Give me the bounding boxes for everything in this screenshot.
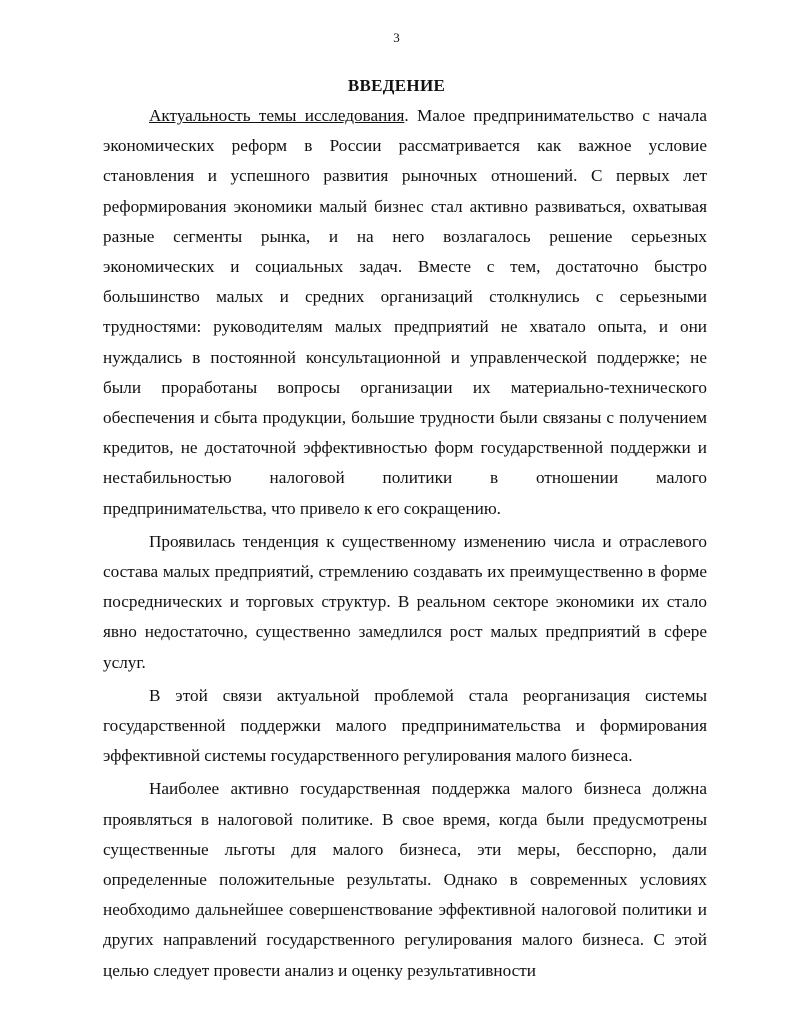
body-text [103,101,707,986]
section-title: ВВЕДЕНИЕ [347,76,446,95]
relevance-text: . Малое предпринимательство с начала экономических реформ в России рассматривается как важное условие становления и успешного развития рыночных отношений. С первых лет реформирования экономики малый бизнес стал активно развиваться, охватывая разные сегменты рынка, и на него возлагалось решение серьезных экономических и социальных задач. Вместе с тем, достаточно быстро большинство малых и средних организаций столкнулись с серьезными трудностями: руководителям малых предприятий не хватало опыта, и они нуждались в постоянной консультационной и управленческой поддержке; не были проработаны вопросы организации их материально-технического обеспечения и сбыта продукции, большие трудности были связаны с получением кредитов, не достаточной эффективностью форм государственной поддержки и нестабильностью налоговой политики в отношении малого предпринимательства, что привело к его сокращению. [103,106,707,518]
paragraph-reorganization: В этой связи актуальной проблемой стала реорганизация системы государственной поддержки малого предпринимательства и формирования эффективной системы государственного регулирования малого бизнеса. [103,685,707,766]
paragraph-trend: Проявилась тенденция к существенному изменению числа и отраслевого состава малых предприятий, стремлению создавать их преимущественно в форме посреднических и торговых структур. В реальном секторе экономики их стало явно недостаточно, существенно замедлился рост малых предприятий в сфере услуг. [103,531,707,672]
page-number: 3 [393,30,400,45]
paragraph-tax-policy: Наиболее активно государственная поддержка малого бизнеса должна проявляться в налоговой политике. В свое время, когда были предусмотрены существенные льготы для малого бизнеса, эти меры, бесспорно, дали определенные положительные результаты. Однако в современных условиях необходимо дальнейшее совершенствование эффективной налоговой политики и других направлений государственного регулирования малого бизнеса. С этой целью следует провести анализ и оценку результативности [103,779,707,980]
paragraph-relevance [103,101,707,524]
relevance-heading: Актуальность темы исследования [149,106,405,125]
